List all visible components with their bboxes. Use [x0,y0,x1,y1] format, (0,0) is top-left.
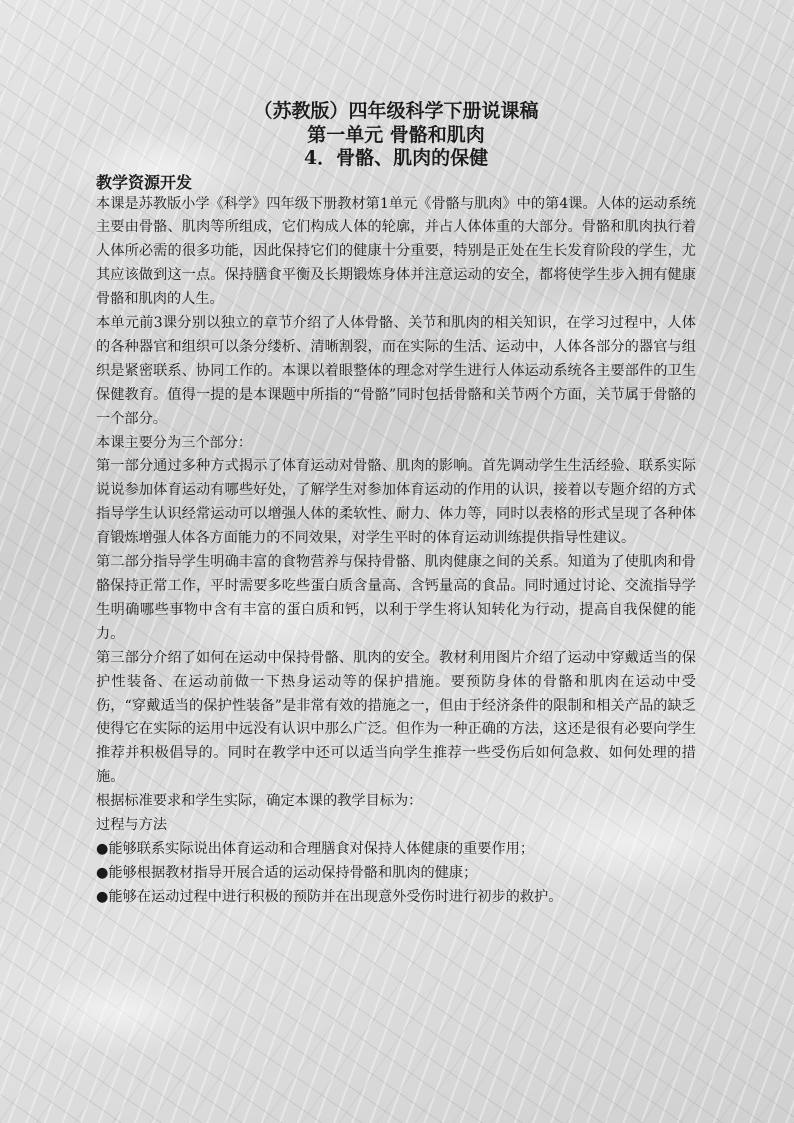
bullet-item: ●能够联系实际说出体育运动和合理膳食对保持人体健康的重要作用； [96,840,535,857]
subheading-process-method: 过程与方法 [96,817,167,834]
section-heading: 教学资源开发 [96,172,193,192]
paragraph-part-two: 第二部分指导学生明确丰富的食物营养与保持骨骼、肌肉健康之间的关系。知道为了使肌肉和骨骼保持正常工作，平时需要多吃些蛋白质含量高、含钙量高的食品。同时通过讨论、交流指导学生明确哪些事物中含有丰富的蛋白质和钙，以利于学生将认知转化为行动，提高自我保健的能力。 [96,554,696,642]
bullet-item: ●能够根据教材指导开展合适的运动保持骨骼和肌肉的健康； [96,864,478,881]
document-page [96,100,696,910]
paragraph-part-three: 第三部分介绍了如何在运动中保持骨骼、肌肉的安全。教材利用图片介绍了运动中穿戴适当的保护性装备、在运动前做一下热身运动等的保护措施。要预防身体的骨骼和肌肉在运动中受伤，“穿戴适当的保护性装备”是非常有效的措施之一，但由于经济条件的限制和相关产品的缺乏使得它在实际的运用中远没有认识中那么广泛。但作为一种正确的方法，这还是很有必要向学生推荐并积极倡导的。同时在教学中还可以适当向学生推荐一些受伤后如何急救、如何处理的措施。 [96,649,696,786]
paragraph-objectives-intro: 根据标准要求和学生实际，确定本课的教学目标为： [96,793,423,810]
lesson-title: 4．骨骼、肌肉的保健 [303,147,489,169]
paragraph-intro: 本课是苏教版小学《科学》四年级下册教材第1单元《骨骼与肌肉》中的第4课。人体的运动系统主要由骨骼、肌肉等所组成，它们构成人体的轮廓，并占人体体重的大部分。骨骼和肌肉执行着人体所必需的很多功能，因此保持它们的健康十分重要，特别是正处在生长发育阶段的学生，尤其应该做到这一点。保持膳食平衡及长期锻炼身体并注意运动的安全，都将使学生步入拥有健康骨骼和肌肉的人生。 [96,195,696,308]
unit-title: 第一单元 骨骼和肌肉 [307,123,485,146]
document-title: （苏教版）四年级科学下册说课稿 [253,100,539,122]
paragraph-part-one: 第一部分通过多种方式揭示了体育运动对骨骼、肌肉的影响。首先调动学生生活经验、联系实际说说参加体育运动有哪些好处，了解学生对参加体育运动的作用的认识，接着以专题介绍的方式指导学生认识经常运动可以增强人体的柔软性、耐力、体力等，同时以表格的形式呈现了各种体育锻炼增强人体各方面能力的不同效果，对学生平时的体育运动训练提供指导性建议。 [96,458,696,547]
title-block [96,100,696,171]
paragraph-parts-intro: 本课主要分为三个部分： [96,434,253,451]
bullet-item: ●能够在运动过程中进行积极的预防并在出现意外受伤时进行初步的救护。 [96,888,563,905]
body-text [96,193,696,910]
paragraph-unit-context: 本单元前3课分别以独立的章节介绍了人体骨骼、关节和肌肉的相关知识，在学习过程中，人体的各种器官和组织可以条分缕析、清晰割裂，而在实际的生活、运动中，人体各部分的器官与组织是紧密联系、协同工作的。本课以着眼整体的理念对学生进行人体运动系统各主要部件的卫生保健教育。值得一提的是本课题中所指的“骨骼”同时包括骨骼和关节两个方面，关节属于骨骼的一个部分。 [96,315,696,427]
